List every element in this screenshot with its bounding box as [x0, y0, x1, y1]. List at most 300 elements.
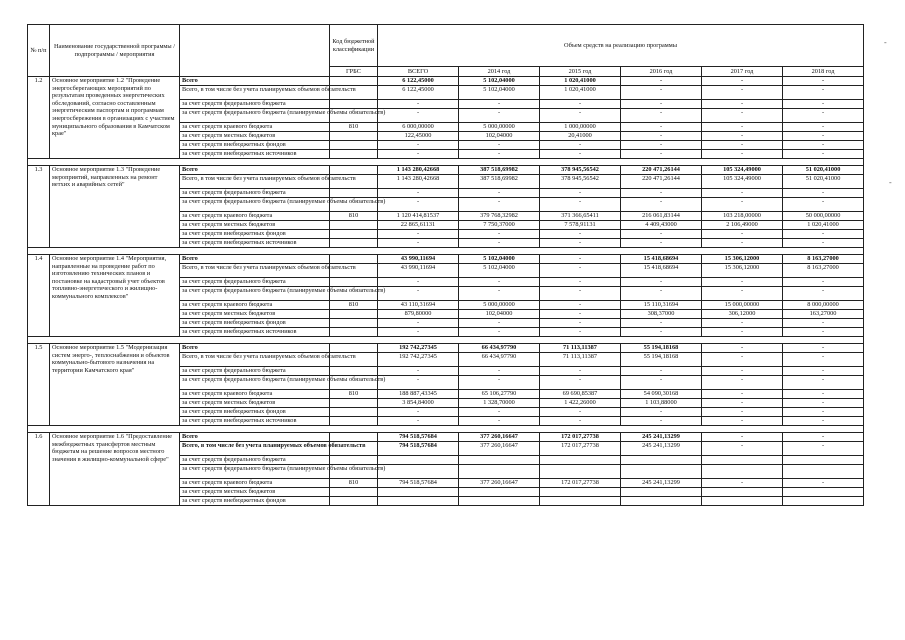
- value-2014: -: [459, 319, 540, 328]
- funding-source-label: за счет средств краевого бюджета: [180, 479, 330, 488]
- funding-source-label: за счет средств внебюджетных фондов: [180, 408, 330, 417]
- value-total: 794 518,57684: [378, 479, 459, 488]
- funding-source-label: за счет средств внебюджетных источников: [180, 150, 330, 159]
- value-2017: -: [702, 433, 783, 442]
- value-2014: 5 000,00000: [459, 123, 540, 132]
- grbs-code: [330, 132, 378, 141]
- value-2014: 102,04000: [459, 310, 540, 319]
- funding-source-label: Всего: [180, 433, 330, 442]
- funding-source-label: Всего, в том числе без учета планируемых объемов обязательств: [180, 175, 330, 189]
- value-2014: 1 328,70000: [459, 399, 540, 408]
- value-2017: -: [702, 86, 783, 100]
- value-total: 6 122,45000: [378, 86, 459, 100]
- value-2018: -: [783, 390, 864, 399]
- funding-source-label: за счет средств внебюджетных источников: [180, 417, 330, 426]
- value-2015: 172 017,27738: [540, 442, 621, 456]
- value-2015: 371 366,65411: [540, 212, 621, 221]
- value-2015: -: [540, 141, 621, 150]
- value-2015: -: [540, 264, 621, 278]
- value-2018: -: [783, 353, 864, 367]
- value-total: 1 143 280,42668: [378, 175, 459, 189]
- value-2018: -: [783, 328, 864, 337]
- funding-source-label: Всего: [180, 77, 330, 86]
- grbs-code: [330, 433, 378, 442]
- grbs-code: 810: [330, 390, 378, 399]
- value-total: 22 865,61131: [378, 221, 459, 230]
- value-total: 43 990,11694: [378, 264, 459, 278]
- value-2015: -: [540, 417, 621, 426]
- value-2016: -: [621, 150, 702, 159]
- table-row: [28, 255, 864, 264]
- funding-source-label: за счет средств местных бюджетов: [180, 399, 330, 408]
- value-2015: -: [540, 198, 621, 212]
- header-year-2014: 2014 год: [459, 67, 540, 77]
- grbs-code: [330, 77, 378, 86]
- value-2015: [540, 465, 621, 479]
- section-number: 1.5: [28, 344, 50, 426]
- value-2015: -: [540, 109, 621, 123]
- value-2017: -: [702, 344, 783, 353]
- grbs-code: [330, 399, 378, 408]
- value-2016: 216 061,83144: [621, 212, 702, 221]
- section-separator: [28, 248, 864, 255]
- grbs-code: [330, 319, 378, 328]
- value-2017: -: [702, 109, 783, 123]
- value-2014: 102,04000: [459, 132, 540, 141]
- value-2018: -: [783, 376, 864, 390]
- value-total: -: [378, 328, 459, 337]
- funding-source-label: за счет средств внебюджетных фондов: [180, 230, 330, 239]
- value-2016: 1 103,88000: [621, 399, 702, 408]
- value-total: 6 122,45000: [378, 77, 459, 86]
- grbs-code: [330, 150, 378, 159]
- value-2018: -: [783, 408, 864, 417]
- value-total: -: [378, 376, 459, 390]
- value-2016: -: [621, 86, 702, 100]
- funding-source-label: за счет средств внебюджетных фондов: [180, 141, 330, 150]
- value-2015: 20,41000: [540, 132, 621, 141]
- grbs-code: [330, 488, 378, 497]
- value-2014: -: [459, 278, 540, 287]
- value-2014: 5 102,04000: [459, 77, 540, 86]
- value-2018: -: [783, 150, 864, 159]
- value-2018: -: [783, 100, 864, 109]
- value-2017: -: [702, 230, 783, 239]
- value-2016: -: [621, 376, 702, 390]
- value-2016: -: [621, 100, 702, 109]
- value-2017: -: [702, 408, 783, 417]
- value-2018: -: [783, 287, 864, 301]
- value-total: -: [378, 408, 459, 417]
- value-2015: -: [540, 310, 621, 319]
- value-2018: -: [783, 230, 864, 239]
- value-2018: -: [783, 189, 864, 198]
- grbs-code: [330, 100, 378, 109]
- section-separator: [28, 337, 864, 344]
- header-year-2016: 2016 год: [621, 67, 702, 77]
- grbs-code: [330, 344, 378, 353]
- value-total: -: [378, 141, 459, 150]
- funding-source-label: за счет средств краевого бюджета: [180, 301, 330, 310]
- value-2016: -: [621, 408, 702, 417]
- value-2017: -: [702, 367, 783, 376]
- section-number: 1.4: [28, 255, 50, 337]
- value-2017: 306,12000: [702, 310, 783, 319]
- funding-source-label: за счет средств федерального бюджета (планируемые объемы обязательств): [180, 376, 330, 390]
- value-2014: -: [459, 328, 540, 337]
- value-2014: 379 768,32982: [459, 212, 540, 221]
- funding-source-label: за счет средств федерального бюджета (планируемые объемы обязательств): [180, 287, 330, 301]
- funding-source-label: за счет средств федерального бюджета: [180, 278, 330, 287]
- value-2014: 387 518,69982: [459, 166, 540, 175]
- value-2014: 377 260,16647: [459, 433, 540, 442]
- header-year-2018: 2018 год: [783, 67, 864, 77]
- header-grbs: ГРБС: [330, 67, 378, 77]
- value-2015: 1 422,26000: [540, 399, 621, 408]
- value-2018: 51 020,41000: [783, 175, 864, 189]
- value-2015: 1 020,41000: [540, 86, 621, 100]
- value-2018: [783, 488, 864, 497]
- funding-source-label: за счет средств федерального бюджета: [180, 100, 330, 109]
- value-2018: -: [783, 319, 864, 328]
- table-body: [28, 77, 864, 506]
- value-2017: -: [702, 141, 783, 150]
- value-2016: [621, 497, 702, 506]
- section-title: Основное мероприятие 1.3 "Проведение мероприятий, направленных на ремонт ветхих и аварийных сетей": [50, 166, 180, 248]
- value-2016: -: [621, 123, 702, 132]
- value-total: -: [378, 100, 459, 109]
- value-total: -: [378, 189, 459, 198]
- grbs-code: [330, 278, 378, 287]
- margin-mark-top: -: [884, 38, 887, 47]
- table-row: [28, 166, 864, 175]
- section-number: 1.2: [28, 77, 50, 159]
- value-total: [378, 488, 459, 497]
- funding-source-label: за счет средств внебюджетных фондов: [180, 497, 330, 506]
- value-total: [378, 497, 459, 506]
- program-funding-table: [27, 24, 864, 506]
- header-year-2015: 2015 год: [540, 67, 621, 77]
- value-2016: 54 090,30168: [621, 390, 702, 399]
- value-2017: -: [702, 77, 783, 86]
- value-2015: -: [540, 328, 621, 337]
- value-2016: 15 418,68694: [621, 255, 702, 264]
- grbs-code: [330, 367, 378, 376]
- funding-source-label: за счет средств местных бюджетов: [180, 488, 330, 497]
- value-total: -: [378, 278, 459, 287]
- value-2018: -: [783, 344, 864, 353]
- value-total: 43 990,11694: [378, 255, 459, 264]
- separator-cell: [28, 159, 864, 166]
- funding-source-label: Всего: [180, 344, 330, 353]
- value-2016: -: [621, 239, 702, 248]
- value-2016: -: [621, 319, 702, 328]
- value-2017: 105 324,49000: [702, 175, 783, 189]
- value-2016: -: [621, 132, 702, 141]
- section-separator: [28, 426, 864, 433]
- value-total: 794 518,57684: [378, 433, 459, 442]
- value-2014: -: [459, 239, 540, 248]
- value-2014: -: [459, 189, 540, 198]
- value-2015: -: [540, 376, 621, 390]
- grbs-code: 810: [330, 479, 378, 488]
- value-2018: -: [783, 77, 864, 86]
- value-2015: 69 690,85387: [540, 390, 621, 399]
- value-2014: -: [459, 150, 540, 159]
- value-2016: [621, 465, 702, 479]
- value-2017: -: [702, 399, 783, 408]
- funding-source-label: за счет средств федерального бюджета: [180, 367, 330, 376]
- value-2018: -: [783, 198, 864, 212]
- funding-source-label: за счет средств федерального бюджета: [180, 456, 330, 465]
- value-2014: 5 102,04000: [459, 255, 540, 264]
- funding-source-label: за счет средств федерального бюджета (планируемые объемы обязательств): [180, 198, 330, 212]
- value-2014: 65 106,27790: [459, 390, 540, 399]
- grbs-code: [330, 417, 378, 426]
- funding-source-label: за счет средств местных бюджетов: [180, 221, 330, 230]
- value-2015: 172 017,27738: [540, 433, 621, 442]
- value-2018: 51 020,41000: [783, 166, 864, 175]
- value-total: -: [378, 367, 459, 376]
- value-2015: -: [540, 150, 621, 159]
- value-2018: -: [783, 367, 864, 376]
- value-2018: 163,27000: [783, 310, 864, 319]
- value-2015: 71 113,11387: [540, 344, 621, 353]
- value-2017: -: [702, 376, 783, 390]
- value-2015: 378 945,56542: [540, 166, 621, 175]
- value-2018: -: [783, 86, 864, 100]
- value-2015: 1 020,41000: [540, 77, 621, 86]
- budget-table-sheet: [27, 24, 863, 620]
- value-total: [378, 456, 459, 465]
- section-title: Основное мероприятие 1.5 "Модернизация систем энерго-, теплоснабжения и объектов коммунально-бытового назначения на территории Камчатского края": [50, 344, 180, 426]
- value-2017: -: [702, 287, 783, 301]
- value-total: 122,45000: [378, 132, 459, 141]
- value-2017: [702, 465, 783, 479]
- value-total: -: [378, 109, 459, 123]
- separator-cell: [28, 426, 864, 433]
- separator-cell: [28, 337, 864, 344]
- value-2017: -: [702, 198, 783, 212]
- value-2015: -: [540, 189, 621, 198]
- value-2014: -: [459, 367, 540, 376]
- value-2014: -: [459, 230, 540, 239]
- value-2016: 308,37000: [621, 310, 702, 319]
- funding-source-label: Всего: [180, 255, 330, 264]
- value-2014: 5 000,00000: [459, 301, 540, 310]
- value-2017: -: [702, 319, 783, 328]
- value-2014: [459, 456, 540, 465]
- funding-source-label: за счет средств краевого бюджета: [180, 123, 330, 132]
- value-2017: 2 106,49000: [702, 221, 783, 230]
- value-2018: -: [783, 141, 864, 150]
- grbs-code: [330, 255, 378, 264]
- value-total: [378, 465, 459, 479]
- value-2014: [459, 488, 540, 497]
- header-empty: [180, 25, 330, 77]
- value-2017: -: [702, 417, 783, 426]
- value-2015: -: [540, 230, 621, 239]
- header-volume: Объем средств на реализацию программы: [378, 25, 864, 67]
- value-2016: -: [621, 328, 702, 337]
- value-2015: -: [540, 301, 621, 310]
- value-2015: 378 945,56542: [540, 175, 621, 189]
- value-2014: 5 102,04000: [459, 86, 540, 100]
- funding-source-label: за счет средств федерального бюджета (планируемые объемы обязательств): [180, 465, 330, 479]
- section-title: Основное мероприятие 1.2 "Проведение энергосберегающих мероприятий по результатам проведенных энергетических обследований, согласно составленным энергетическим паспортам и программам энергосбережения в организациях с участием муниципального образования в Камчатском крае": [50, 77, 180, 159]
- value-2017: -: [702, 390, 783, 399]
- funding-source-label: Всего, в том числе без учета планируемых объемов обязательств: [180, 353, 330, 367]
- value-2018: -: [783, 278, 864, 287]
- value-2018: 50 000,00000: [783, 212, 864, 221]
- value-2015: [540, 456, 621, 465]
- value-2017: [702, 488, 783, 497]
- value-total: 1 143 280,42668: [378, 166, 459, 175]
- value-total: -: [378, 417, 459, 426]
- value-2016: 245 241,13299: [621, 433, 702, 442]
- value-2016: -: [621, 109, 702, 123]
- header-total: ВСЕГО: [378, 67, 459, 77]
- value-2014: 5 102,04000: [459, 264, 540, 278]
- value-2018: -: [783, 109, 864, 123]
- value-2018: -: [783, 417, 864, 426]
- value-2017: 15 306,12000: [702, 264, 783, 278]
- value-2017: 15 000,00000: [702, 301, 783, 310]
- value-2015: 172 017,27738: [540, 479, 621, 488]
- funding-source-label: за счет средств федерального бюджета (планируемые объемы обязательств): [180, 109, 330, 123]
- value-2018: [783, 465, 864, 479]
- value-2018: [783, 497, 864, 506]
- grbs-code: [330, 310, 378, 319]
- value-total: -: [378, 230, 459, 239]
- value-2018: -: [783, 399, 864, 408]
- value-2015: -: [540, 408, 621, 417]
- funding-source-label: Всего, в том числе без учета планируемых объемов обязательств: [180, 86, 330, 100]
- value-2016: -: [621, 189, 702, 198]
- value-total: 43 110,31694: [378, 301, 459, 310]
- grbs-code: [330, 239, 378, 248]
- table-row: [28, 433, 864, 442]
- section-title: Основное мероприятие 1.6 "Предоставление межбюджетных трансфертов местным бюджетам на решение вопросов местного значения в жилищно-коммунальной сфере": [50, 433, 180, 506]
- separator-cell: [28, 248, 864, 255]
- funding-source-label: за счет средств краевого бюджета: [180, 390, 330, 399]
- value-2018: -: [783, 132, 864, 141]
- value-2017: 103 218,00000: [702, 212, 783, 221]
- value-2016: -: [621, 141, 702, 150]
- value-2016: -: [621, 230, 702, 239]
- value-2014: [459, 465, 540, 479]
- value-2016: 55 194,18168: [621, 344, 702, 353]
- grbs-code: 810: [330, 301, 378, 310]
- funding-source-label: за счет средств федерального бюджета: [180, 189, 330, 198]
- funding-source-label: Всего, в том числе без учета планируемых объемов обязательств: [180, 442, 330, 456]
- value-2015: 71 113,11387: [540, 353, 621, 367]
- grbs-code: [330, 408, 378, 417]
- value-2017: -: [702, 132, 783, 141]
- grbs-code: 810: [330, 212, 378, 221]
- value-total: 188 887,43345: [378, 390, 459, 399]
- value-2018: -: [783, 123, 864, 132]
- grbs-code: [330, 141, 378, 150]
- grbs-code: [330, 221, 378, 230]
- value-2015: -: [540, 255, 621, 264]
- value-2015: 7 578,91131: [540, 221, 621, 230]
- value-2015: -: [540, 100, 621, 109]
- funding-source-label: за счет средств внебюджетных фондов: [180, 319, 330, 328]
- value-2015: -: [540, 319, 621, 328]
- header-num: № п/п: [28, 25, 50, 77]
- table-row: [28, 344, 864, 353]
- table-row: [28, 77, 864, 86]
- value-2017: -: [702, 100, 783, 109]
- value-2014: [459, 497, 540, 506]
- value-total: -: [378, 239, 459, 248]
- value-2014: -: [459, 408, 540, 417]
- value-2014: -: [459, 109, 540, 123]
- value-2014: 387 518,69982: [459, 175, 540, 189]
- value-total: 192 742,27345: [378, 353, 459, 367]
- value-2016: 220 471,26144: [621, 175, 702, 189]
- value-2014: 377 260,16647: [459, 479, 540, 488]
- value-2016: [621, 488, 702, 497]
- value-2016: 15 418,68694: [621, 264, 702, 278]
- value-2016: -: [621, 198, 702, 212]
- value-total: -: [378, 150, 459, 159]
- value-2015: -: [540, 278, 621, 287]
- value-total: -: [378, 287, 459, 301]
- value-2018: 8 163,27000: [783, 264, 864, 278]
- value-2016: 15 110,31694: [621, 301, 702, 310]
- value-2018: -: [783, 442, 864, 456]
- header-year-2017: 2017 год: [702, 67, 783, 77]
- value-2016: 4 409,43000: [621, 221, 702, 230]
- value-2017: -: [702, 189, 783, 198]
- value-2014: -: [459, 287, 540, 301]
- value-total: 6 000,00000: [378, 123, 459, 132]
- value-2015: 1 000,00000: [540, 123, 621, 132]
- funding-source-label: за счет средств внебюджетных источников: [180, 328, 330, 337]
- value-2014: 7 750,37000: [459, 221, 540, 230]
- grbs-code: [330, 230, 378, 239]
- value-2017: -: [702, 479, 783, 488]
- value-2017: 15 306,12000: [702, 255, 783, 264]
- value-2016: 55 194,18168: [621, 353, 702, 367]
- value-2014: 66 434,97790: [459, 344, 540, 353]
- value-total: 1 120 414,81537: [378, 212, 459, 221]
- value-2016: 245 241,13299: [621, 479, 702, 488]
- funding-source-label: за счет средств местных бюджетов: [180, 310, 330, 319]
- value-2017: -: [702, 328, 783, 337]
- section-number: 1.3: [28, 166, 50, 248]
- grbs-code: [330, 166, 378, 175]
- funding-source-label: Всего, в том числе без учета планируемых объемов обязательств: [180, 264, 330, 278]
- value-total: 3 854,84000: [378, 399, 459, 408]
- section-separator: [28, 159, 864, 166]
- value-2016: [621, 456, 702, 465]
- value-2017: [702, 497, 783, 506]
- value-2016: 220 471,26144: [621, 166, 702, 175]
- grbs-code: [330, 189, 378, 198]
- value-total: 794 518,57684: [378, 442, 459, 456]
- value-2017: -: [702, 353, 783, 367]
- value-2017: 105 324,49000: [702, 166, 783, 175]
- funding-source-label: за счет средств местных бюджетов: [180, 132, 330, 141]
- value-2016: -: [621, 367, 702, 376]
- value-2014: 66 434,97790: [459, 353, 540, 367]
- value-2015: -: [540, 239, 621, 248]
- value-total: -: [378, 198, 459, 212]
- funding-source-label: за счет средств краевого бюджета: [180, 212, 330, 221]
